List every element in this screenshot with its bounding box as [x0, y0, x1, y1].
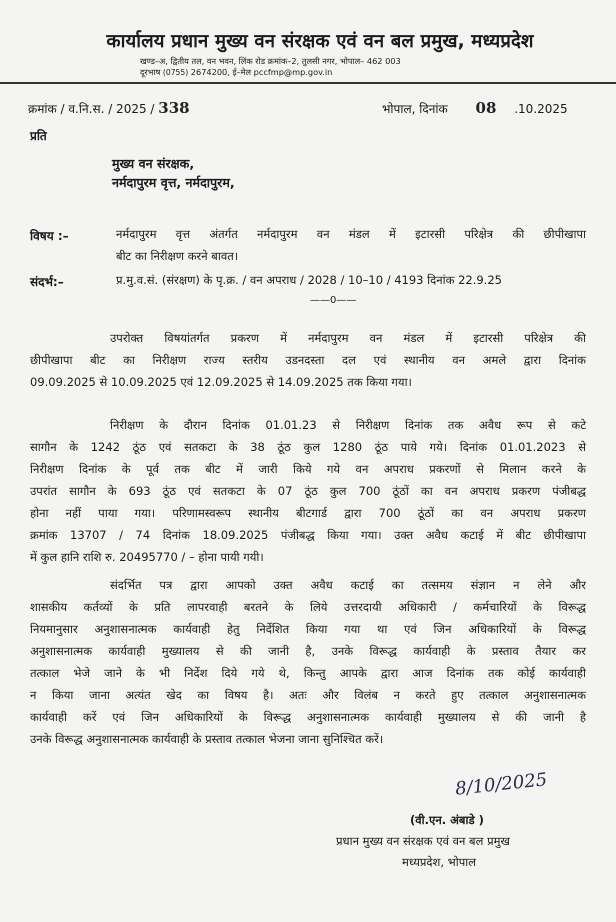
paragraph-line: शासकीय कर्तव्यों के प्रति लापरवाही बरतने के लिये उत्तरदायी अधिकारी / कर्मचारियों के विरूद्ध [30, 600, 586, 614]
paragraph-line: अनुशासनात्मक कार्यवाही मुख्यालय से की जानी है, उनके विरूद्ध कार्यवाही के प्रस्ताव तैयार कर [30, 644, 586, 658]
reference-label: संदर्भ:– [30, 275, 64, 289]
subject-line: बीट का निरीक्षण करने बावत। [116, 249, 239, 263]
date-month-year: .10.2025 [514, 102, 568, 116]
email-label: ई–मेल [232, 67, 252, 77]
letterhead-address: खण्ड–अ, द्वितीय तल, वन भवन, लिंक रोड क्रमांक–2, तुलसी नगर, भोपाल– 462 003 [140, 56, 401, 66]
subject-line: नर्मदापुरम वृत्त अंतर्गत नर्मदापुरम वन मंडल में इटारसी परिक्षेत्र की छीपीखापा [116, 227, 586, 241]
paragraph-3 [30, 574, 586, 750]
phone-label: दूरभाष [140, 67, 161, 77]
letterhead-contact [140, 67, 332, 78]
paragraph-line: न किया जाना अत्यंत खेद का विषय है। अतः और विलंब न करते हुए तत्काल अनुशासनात्मक [30, 688, 586, 702]
subject-label: विषय :– [30, 229, 69, 243]
reference-text: प्र.मु.व.सं. (संरक्षण) के पृ.क्र. / वन अपराध / 2028 / 10–10 / 4193 दिनांक 22.9.25 [116, 273, 502, 287]
ref-handwritten-number: 338 [158, 99, 190, 117]
letter-date [382, 99, 568, 117]
ref-prefix: क्रमांक / व.नि.स. / 2025 / [28, 102, 155, 116]
paragraph-line: उनके विरूद्ध अनुशासनात्मक कार्यवाही के प्रस्ताव तत्काल भेजना जाना सुनिश्चित करें। [30, 732, 384, 746]
paragraph-line: संदर्भित पत्र द्वारा आपको उक्त अवैध कटाई का तत्समय संज्ञान न लेने और [110, 578, 586, 592]
header-divider [0, 82, 616, 84]
phone-number: 2674200, [190, 67, 230, 77]
paragraph-1 [30, 327, 586, 393]
recipient-line-2: नर्मदापुरम वृत्त, नर्मदापुरम, [112, 175, 235, 190]
paragraph-line: निरीक्षण दिनांक के पूर्व तक बीट में जारी किये गये वन अपराध प्रकरणों से मिलान करने के [30, 462, 586, 476]
paragraph-line: कार्यवाही करें एवं जिन अधिकारियों के विरूद्ध अनुशासनात्मक कार्यवाही मुख्यालय से की जानी है [30, 710, 586, 724]
subject-text [116, 223, 586, 267]
paragraph-2 [30, 414, 586, 568]
paragraph-line: उपरांत सागौन के 693 ठूंठ एवं सतकटा के 07 ठूंठ कुल 700 ठूंठों का वन अपराध प्रकरण पंजीबद्ध [30, 484, 586, 498]
paragraph-line: छीपीखापा बीट का निरीक्षण राज्य स्तरीय उडनदस्ता दल एवं स्थानीय वन अमले द्वारा दिनांक [30, 353, 586, 367]
paragraph-line: तत्काल भेजे जाने के भी निर्देश दिये गये थे, किन्तु आपके द्वारा आज दिनांक तक कोई कार्यवाही [30, 666, 586, 680]
paragraph-line: निरीक्षण के दौरान दिनांक 01.01.23 से निरीक्षण दिनांक तक अवैध रूप से कटे [110, 418, 586, 432]
paragraph-line: नियमानुसार अनुशासनात्मक कार्यवाही हेतु निर्देशित किया गया था एवं जिन अधिकारियों के विरूद्ध [30, 622, 586, 636]
paragraph-line: होना नहीं पाया गया। परिणामस्वरूप स्थानीय बीटगार्ड द्वारा 700 ठूंठों का वन अपराध प्रकरण [30, 506, 586, 520]
recipient-line-1: मुख्य वन संरक्षक, [112, 156, 195, 171]
paragraph-line: सागौन के 1242 ठूंठ एवं सतकटा के 38 ठूंठ कुल 1280 ठूंठ पाये गये। दिनांक 01.01.2023 से [30, 440, 586, 454]
paragraph-line: 09.09.2025 से 10.09.2025 एवं 12.09.2025 से 14.09.2025 तक किया गया। [30, 375, 412, 389]
recipient-label: प्रति [30, 129, 47, 143]
paragraph-line: में कुल हानि राशि रु. 20495770 / – होना पायी गयी। [30, 550, 264, 564]
handwritten-signature: 8/10/2025 [454, 769, 549, 800]
date-day-handwritten: 08 [475, 99, 497, 117]
reference-number [28, 99, 190, 117]
phone-code: (0755) [162, 68, 189, 77]
date-label: भोपाल, दिनांक [382, 102, 448, 116]
paragraph-line: क्रमांक 13707 / 74 दिनांक 18.09.2025 पंजीबद्ध किया गया। उक्त अवैध कटाई में बीट छीपीखापा [30, 528, 586, 542]
signatory-designation: प्रधान मुख्य वन संरक्षक एवं वन बल प्रमुख [336, 834, 510, 848]
paragraph-line: उपरोक्त विषयांतर्गत प्रकरण में नर्मदापुरम वन मंडल में इटारसी परिक्षेत्र की [110, 331, 586, 345]
separator: ——0—— [310, 295, 357, 306]
signatory-place: मध्यप्रदेश, भोपाल [402, 855, 477, 869]
signatory-name: (वी.एन. अंबाडे ) [410, 813, 484, 827]
email-address: pccfmp@mp.gov.in [253, 67, 333, 77]
letterhead-title: कार्यालय प्रधान मुख्य वन संरक्षक एवं वन बल प्रमुख, मध्यप्रदेश [106, 31, 534, 52]
